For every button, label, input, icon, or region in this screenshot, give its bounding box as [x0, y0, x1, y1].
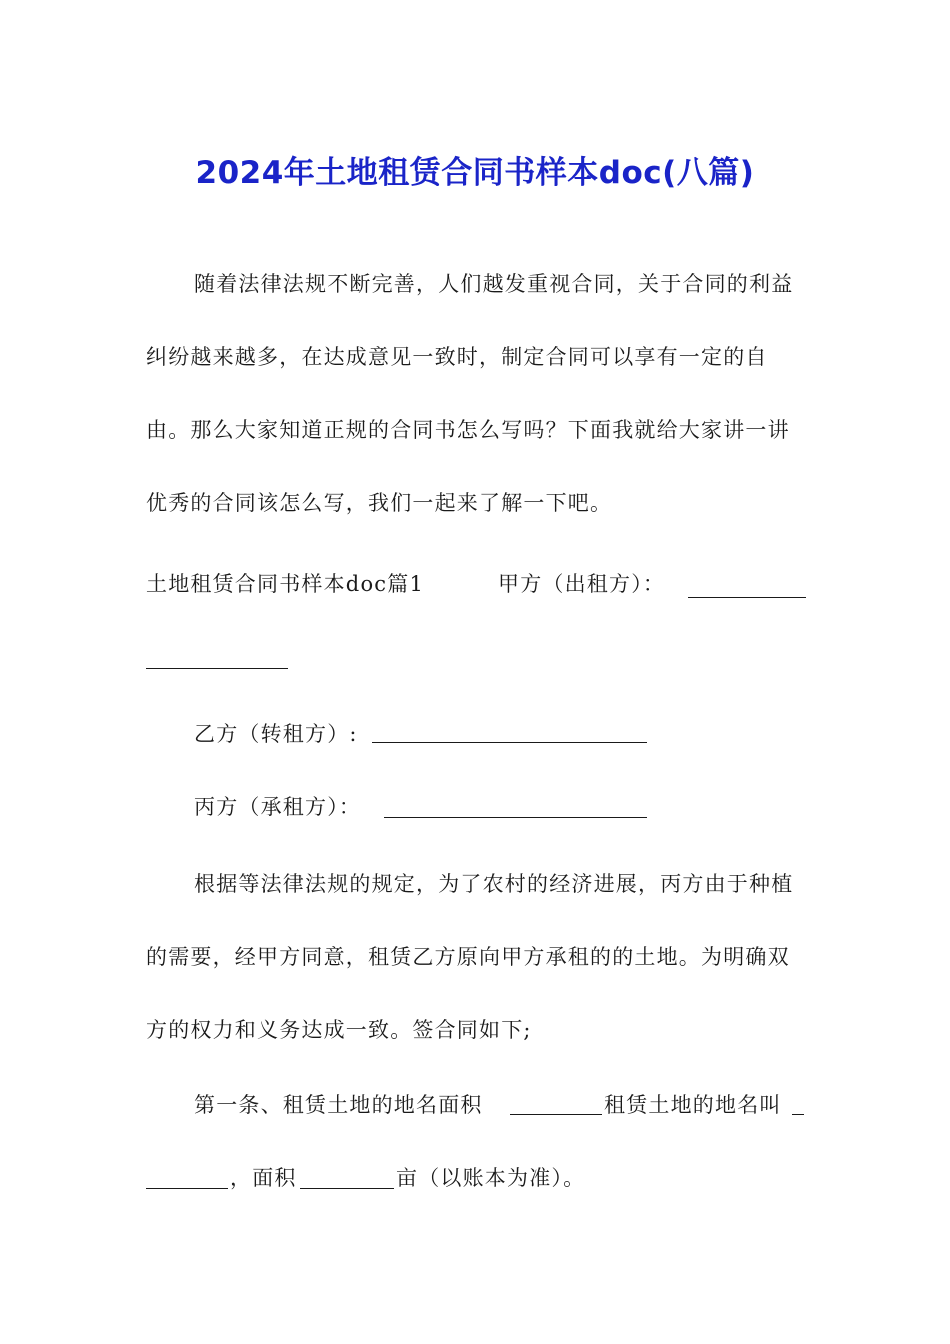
article1-area-blank — [510, 1092, 602, 1115]
article1-name-blank — [792, 1092, 804, 1115]
party-a-blank — [688, 575, 806, 598]
party-c-blank — [384, 795, 647, 818]
intro-paragraph: 随着法律法规不断完善，人们越发重视合同，关于合同的利益纠纷越来越多，在达成意见一致时，制定合同可以享有一定的自由。那么大家知道正规的合同书怎么写吗？下面我就给大家讲一讲优秀的合同该怎么写，我们一起来了解一下吧。 — [146, 272, 794, 515]
article1-acre-label-line — [396, 1162, 585, 1194]
article1-acre-blank — [300, 1166, 394, 1189]
party-a-line — [498, 568, 665, 600]
party-c-line — [194, 791, 361, 823]
article1-part3: ，面积 — [230, 1166, 297, 1190]
party-b-label: 乙方（转租方）: — [194, 722, 358, 746]
article1-name-label-line — [604, 1089, 782, 1121]
party-b-blank — [372, 720, 647, 743]
party-b-line — [194, 718, 358, 750]
basis-paragraph: 根据等法律法规的规定，为了农村的经济进展，丙方由于种植的需要，经甲方同意，租赁乙方原向甲方承租的的土地。为明确双方的权力和义务达成一致。签合同如下; — [146, 872, 794, 1042]
article1-part1: 第一条、租赁土地的地名面积 — [194, 1093, 483, 1117]
article1-area-label-line — [230, 1162, 297, 1194]
article1-part4: 亩（以账本为准）。 — [396, 1166, 586, 1190]
section-heading: 土地租赁合同书样本doc篇1 — [146, 572, 425, 596]
party-c-label: 丙方（承租方）： — [194, 795, 362, 819]
section-heading-line — [146, 568, 424, 600]
article1-line1 — [194, 1089, 483, 1121]
document-title: 2024年土地租赁合同书样本doc(八篇) — [195, 154, 755, 191]
party-a-blank-continued — [146, 646, 288, 669]
article1-part2: 租赁土地的地名叫 — [604, 1093, 782, 1117]
party-a-label: 甲方（出租方）： — [498, 572, 666, 596]
article1-name-blank-continued — [146, 1166, 228, 1189]
